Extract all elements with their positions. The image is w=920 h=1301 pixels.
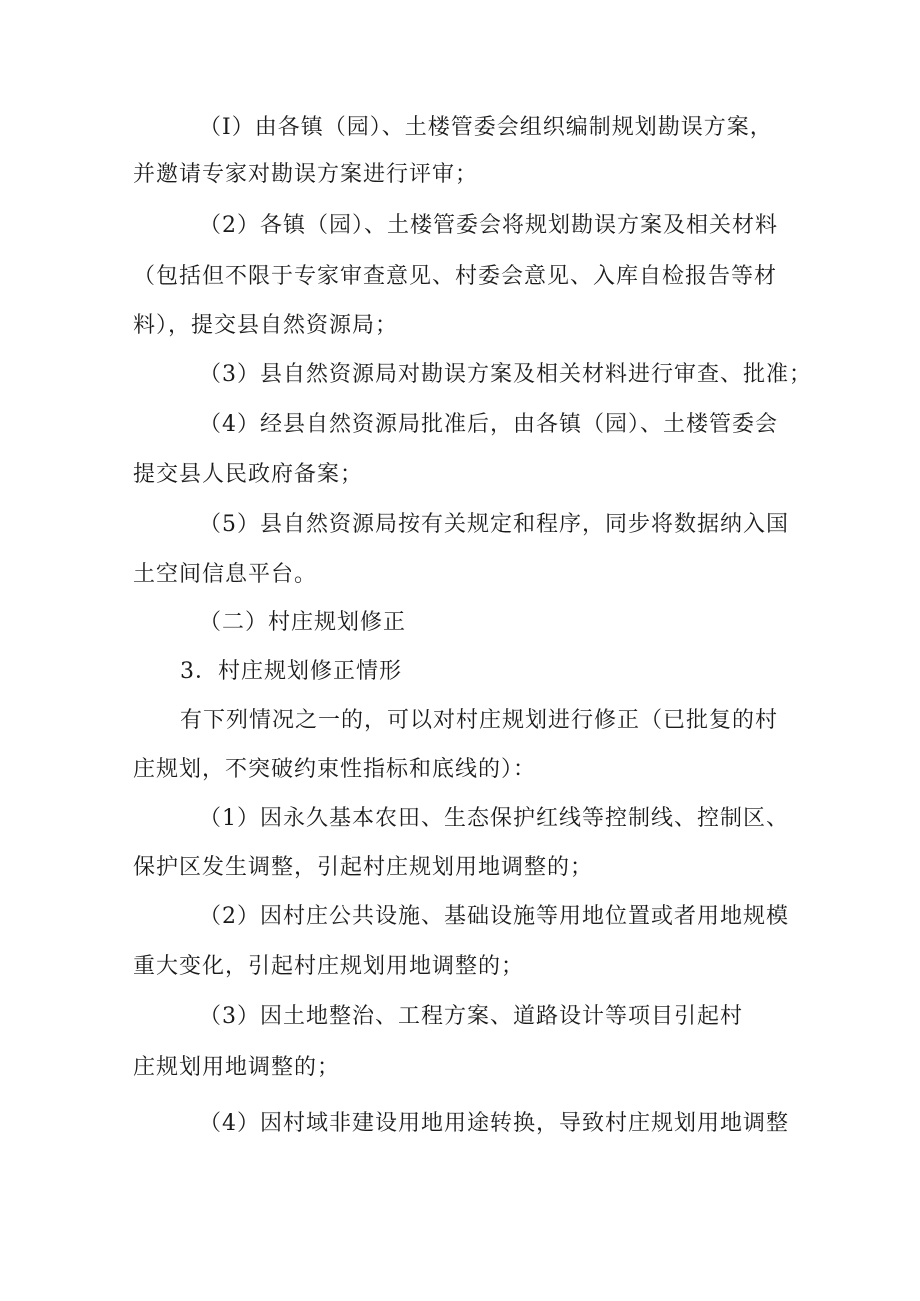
subsection-heading: 3．村庄规划修正情形: [180, 659, 402, 684]
text-line: （1）因永久基本农田、生态保护红线等控制线、控制区、: [199, 806, 789, 831]
text-line: （4）经县自然资源局批准后，由各镇（园）、土楼管委会: [199, 412, 778, 437]
text-line: 重大变化，引起村庄规划用地调整的；: [133, 954, 525, 979]
text-line: （4）因村域非建设用地用途转换，导致村庄规划用地调整: [199, 1111, 789, 1136]
section-heading: （二）村庄规划修正: [199, 610, 407, 635]
text-line: （3）县自然资源局对勘误方案及相关材料进行审查、批准；: [199, 362, 812, 387]
text-line: 庄规划，不突破约束性指标和底线的）：: [133, 757, 537, 782]
text-line: （I）由各镇（园）、土楼管委会组织编制规划勘误方案，: [199, 115, 773, 140]
text-line: 土空间信息平台。: [133, 562, 318, 587]
text-line: 有下列情况之一的，可以对村庄规划进行修正（已批复的村: [180, 708, 779, 733]
text-line: （包括但不限于专家审查意见、村委会意见、入库自检报告等材: [133, 264, 778, 289]
text-line: 并邀请专家对勘误方案进行评审；: [133, 162, 479, 187]
text-line: （5）县自然资源局按有关规定和程序，同步将数据纳入国: [199, 512, 789, 537]
text-line: （3）因土地整治、工程方案、道路设计等项目引起村: [199, 1004, 743, 1029]
text-line: 提交县人民政府备案；: [133, 462, 364, 487]
text-line: （2）因村庄公共设施、基础设施等用地位置或者用地规模: [199, 904, 789, 929]
text-line: 庄规划用地调整的；: [133, 1055, 341, 1080]
text-line: 料），提交县自然资源局；: [133, 313, 399, 338]
text-line: 保护区发生调整，引起村庄规划用地调整的；: [133, 855, 594, 880]
text-line: （2）各镇（园）、土楼管委会将规划勘误方案及相关材料: [199, 213, 778, 238]
